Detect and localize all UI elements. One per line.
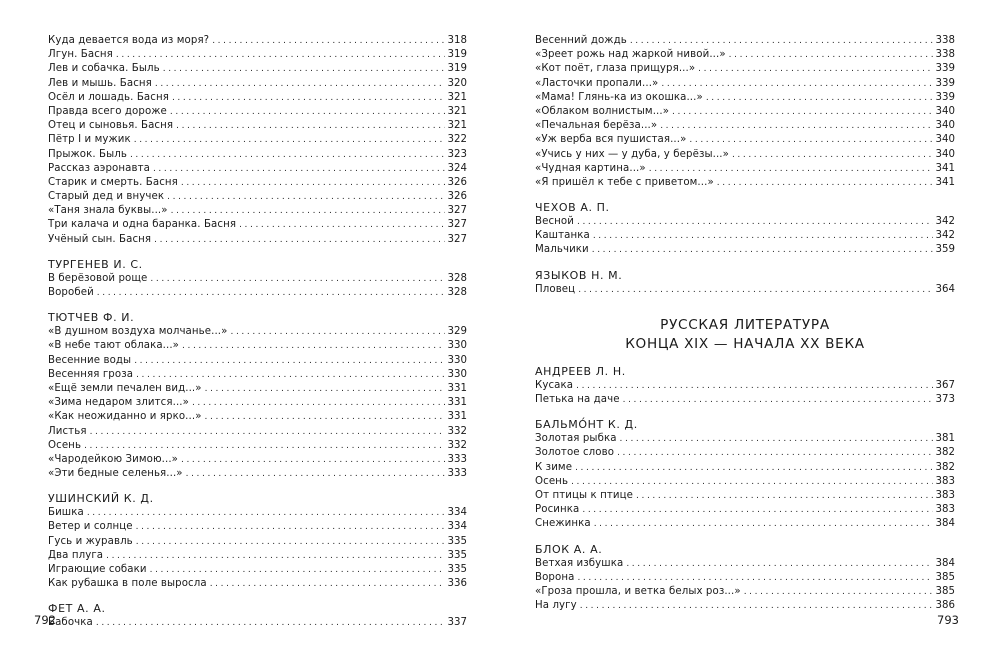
entry-page-number: 332 xyxy=(447,439,467,451)
toc-section xyxy=(535,200,955,258)
entry-page-number: 340 xyxy=(935,148,955,160)
toc-entry[interactable] xyxy=(48,382,467,396)
entry-page-number: 323 xyxy=(447,148,467,160)
author-heading: ТУРГЕНЕВ И. С. xyxy=(48,257,143,271)
toc-section xyxy=(535,542,955,614)
entry-title: Три калача и одна баранка. Басня xyxy=(48,219,237,231)
right-page-contents xyxy=(535,34,955,613)
toc-entry[interactable] xyxy=(48,148,467,162)
entry-title: «Мама! Глянь-ка из окошка...» xyxy=(535,91,703,103)
toc-entry[interactable] xyxy=(48,204,467,218)
dot-leader xyxy=(729,48,933,62)
dot-leader xyxy=(575,461,932,475)
entry-page-number: 334 xyxy=(447,507,467,519)
toc-entry[interactable] xyxy=(48,535,467,549)
dot-leader xyxy=(153,162,445,176)
section-spacer xyxy=(535,258,955,263)
dot-leader xyxy=(176,119,444,133)
dot-leader xyxy=(106,549,444,563)
entry-page-number: 330 xyxy=(447,354,467,366)
dot-leader xyxy=(192,396,445,410)
author-heading: БЛОК А. А. xyxy=(535,542,603,556)
dot-leader xyxy=(181,176,445,190)
entry-title: Ветер и солнце xyxy=(48,521,133,533)
entry-page-number: 341 xyxy=(935,162,955,174)
toc-entry[interactable] xyxy=(535,243,955,257)
entry-page-number: 319 xyxy=(447,49,467,61)
entry-page-number: 320 xyxy=(447,77,467,89)
entry-title: Пловец xyxy=(535,283,576,295)
toc-entry[interactable] xyxy=(535,62,955,76)
toc-entry[interactable] xyxy=(535,77,955,91)
entry-page-number: 339 xyxy=(935,63,955,75)
section-spacer xyxy=(48,591,467,596)
toc-entry[interactable] xyxy=(48,325,467,339)
entry-title: «В небе тают облака...» xyxy=(48,340,180,352)
entry-page-number: 340 xyxy=(935,134,955,146)
entry-title: Отец и сыновья. Басня xyxy=(48,120,174,132)
entry-page-number: 328 xyxy=(447,272,467,284)
dot-leader xyxy=(134,133,445,147)
entry-page-number: 331 xyxy=(447,411,467,423)
toc-entry[interactable] xyxy=(48,520,467,534)
entry-title: Пётр I и мужик xyxy=(48,134,131,146)
toc-entry[interactable] xyxy=(535,503,955,517)
entry-page-number: 383 xyxy=(935,504,955,516)
entry-page-number: 331 xyxy=(447,382,467,394)
section-spacer xyxy=(48,300,467,305)
author-heading: ТЮТЧЕВ Ф. И. xyxy=(48,311,135,325)
toc-entry[interactable] xyxy=(48,34,467,48)
dot-leader xyxy=(698,62,932,76)
author-heading: УШИНСКИЙ К. Д. xyxy=(48,492,154,506)
dot-leader xyxy=(582,503,932,517)
entry-title: Рассказ аэронавта xyxy=(48,162,150,174)
dot-leader xyxy=(580,599,933,613)
dot-leader xyxy=(205,382,445,396)
entry-title: Лгун. Басня xyxy=(48,49,113,61)
entry-title: Старый дед и внучек xyxy=(48,191,165,203)
toc-section xyxy=(48,34,467,247)
toc-entry[interactable] xyxy=(48,133,467,147)
entry-page-number: 327 xyxy=(447,233,467,245)
section-heading xyxy=(535,316,955,354)
toc-entry[interactable] xyxy=(48,453,467,467)
dot-leader xyxy=(150,563,445,577)
entry-page-number: 338 xyxy=(935,49,955,61)
entry-title: «Чародейкою Зимою...» xyxy=(48,453,178,465)
entry-page-number: 339 xyxy=(935,91,955,103)
toc-entry[interactable] xyxy=(535,599,955,613)
toc-entry[interactable] xyxy=(48,577,467,591)
entry-title: Гусь и журавль xyxy=(48,535,133,547)
dot-leader xyxy=(136,368,444,382)
entry-page-number: 384 xyxy=(935,518,955,530)
entry-title: «Зима недаром злится...» xyxy=(48,397,189,409)
dot-leader xyxy=(186,467,445,481)
toc-section xyxy=(48,601,467,630)
dot-leader xyxy=(97,286,445,300)
dot-leader xyxy=(172,91,445,105)
entry-page-number: 367 xyxy=(935,379,955,391)
entry-title: Куда девается вода из моря? xyxy=(48,35,210,46)
dot-leader xyxy=(212,34,444,48)
entry-title: Лев и мышь. Басня xyxy=(48,77,152,89)
entry-title: Ворона xyxy=(535,571,575,583)
dot-leader xyxy=(116,48,445,62)
toc-entry[interactable] xyxy=(48,467,467,481)
toc-entry[interactable] xyxy=(48,506,467,520)
toc-entry[interactable] xyxy=(48,616,467,630)
dot-leader xyxy=(689,133,932,147)
toc-entry[interactable] xyxy=(48,48,467,62)
entry-title: «Чудная картина...» xyxy=(535,162,646,174)
dot-leader xyxy=(136,520,445,534)
entry-title: «Облаком волнистым...» xyxy=(535,105,670,117)
entry-title: «Зреет рожь над жаркой нивой...» xyxy=(535,49,726,61)
toc-entry[interactable] xyxy=(48,77,467,91)
author-heading: ЯЗЫКОВ Н. М. xyxy=(535,268,623,282)
dot-leader xyxy=(744,585,933,599)
toc-section xyxy=(535,268,955,297)
dot-leader xyxy=(163,62,445,76)
dot-leader xyxy=(154,233,444,247)
entry-title: Учёный сын. Басня xyxy=(48,233,152,245)
entry-page-number: 319 xyxy=(447,63,467,75)
dot-leader xyxy=(87,506,445,520)
toc-entry[interactable] xyxy=(535,283,955,297)
entry-page-number: 321 xyxy=(447,91,467,103)
entry-page-number: 326 xyxy=(447,191,467,203)
dot-leader xyxy=(171,204,445,218)
dot-leader xyxy=(167,190,444,204)
entry-page-number: 385 xyxy=(935,585,955,597)
dot-leader xyxy=(84,439,444,453)
toc-entry[interactable] xyxy=(48,190,467,204)
dot-leader xyxy=(205,410,445,424)
dot-leader xyxy=(626,557,932,571)
toc-entry[interactable] xyxy=(535,229,955,243)
section-heading-line1: РУССКАЯ ЛИТЕРАТУРА xyxy=(660,316,830,333)
entry-title: Прыжок. Быль xyxy=(48,148,127,160)
toc-section xyxy=(48,257,467,300)
toc-entry[interactable] xyxy=(535,446,955,460)
entry-title: «В душном воздуха молчанье...» xyxy=(48,326,228,338)
dot-leader xyxy=(594,517,933,531)
dot-leader xyxy=(672,105,933,119)
entry-page-number: 335 xyxy=(447,535,467,547)
entry-title: Снежинка xyxy=(535,518,591,530)
dot-leader xyxy=(170,105,445,119)
dot-leader xyxy=(150,272,444,286)
entry-title: Мальчики xyxy=(535,244,589,256)
entry-title: К зиме xyxy=(535,461,573,473)
toc-entry[interactable] xyxy=(48,218,467,232)
toc-entry[interactable] xyxy=(535,176,955,190)
entry-title: Весенний дождь xyxy=(535,35,627,46)
dot-leader xyxy=(239,218,444,232)
dot-leader xyxy=(592,243,933,257)
entry-page-number: 327 xyxy=(447,219,467,231)
entry-title: Петька на даче xyxy=(535,394,620,405)
entry-page-number: 342 xyxy=(935,230,955,242)
entry-page-number: 324 xyxy=(447,162,467,174)
entry-title: «Эти бедные селенья...» xyxy=(48,468,183,480)
entry-title: «Ещё земли печален вид...» xyxy=(48,382,202,394)
toc-section xyxy=(48,491,467,591)
entry-page-number: 332 xyxy=(447,425,467,437)
toc-entry[interactable] xyxy=(535,571,955,585)
dot-leader xyxy=(706,91,933,105)
entry-page-number: 383 xyxy=(935,475,955,487)
left-page-contents xyxy=(48,34,467,631)
toc-entry[interactable] xyxy=(535,379,955,393)
entry-title: Весенние воды xyxy=(48,354,132,366)
entry-page-number: 382 xyxy=(935,447,955,459)
section-spacer xyxy=(535,297,955,302)
entry-page-number: 337 xyxy=(447,617,467,629)
entry-title: «Уж верба вся пушистая...» xyxy=(535,134,687,146)
author-heading: АНДРЕЕВ Л. Н. xyxy=(535,364,626,378)
entry-title: «Как неожиданно и ярко...» xyxy=(48,411,202,423)
entry-page-number: 342 xyxy=(935,216,955,228)
entry-title: Как рубашка в поле выросла xyxy=(48,578,207,590)
entry-title: Бишка xyxy=(48,507,84,519)
toc-entry[interactable] xyxy=(48,439,467,453)
entry-title: Воробей xyxy=(48,287,94,298)
dot-leader xyxy=(623,393,933,407)
dot-leader xyxy=(636,489,933,503)
entry-page-number: 359 xyxy=(935,244,955,256)
dot-leader xyxy=(210,577,445,591)
author-heading: БАЛЬМО́НТ К. Д. xyxy=(535,418,638,432)
toc-entry[interactable] xyxy=(48,286,467,300)
entry-page-number: 321 xyxy=(447,120,467,132)
section-spacer xyxy=(535,407,955,412)
entry-page-number: 327 xyxy=(447,205,467,217)
entry-page-number: 335 xyxy=(447,549,467,561)
entry-page-number: 386 xyxy=(935,600,955,612)
section-spacer xyxy=(535,532,955,537)
entry-title: Осень xyxy=(48,439,82,451)
toc-entry[interactable] xyxy=(48,339,467,353)
entry-title: Кусака xyxy=(535,379,574,391)
dot-leader xyxy=(578,283,932,297)
toc-entry[interactable] xyxy=(48,563,467,577)
entry-title: «Учись у них — у дуба, у берёзы...» xyxy=(535,148,729,160)
entry-title: «Таня знала буквы...» xyxy=(48,205,168,217)
dot-leader xyxy=(576,379,932,393)
dot-leader xyxy=(593,229,933,243)
entry-title: Правда всего дороже xyxy=(48,105,167,117)
entry-title: Золотая рыбка xyxy=(535,433,617,445)
entry-page-number: 373 xyxy=(935,394,955,405)
entry-page-number: 334 xyxy=(447,521,467,533)
toc-entry[interactable] xyxy=(48,119,467,133)
toc-section xyxy=(535,417,955,531)
toc-entry[interactable] xyxy=(535,34,955,48)
entry-page-number: 326 xyxy=(447,176,467,188)
entry-page-number: 336 xyxy=(447,578,467,590)
entry-page-number: 385 xyxy=(935,571,955,583)
entry-title: «Кот поёт, глаза прищуря...» xyxy=(535,63,696,75)
left-page-number: 792 xyxy=(34,613,56,627)
toc-entry[interactable] xyxy=(535,393,955,407)
dot-leader xyxy=(130,148,445,162)
dot-leader xyxy=(136,535,445,549)
toc-entry[interactable] xyxy=(48,62,467,76)
toc-section xyxy=(535,34,955,190)
entry-page-number: 338 xyxy=(935,35,955,46)
right-page-number: 793 xyxy=(937,613,959,627)
entry-page-number: 341 xyxy=(935,176,955,188)
dot-leader xyxy=(181,453,445,467)
entry-title: Ветхая избушка xyxy=(535,557,624,569)
entry-page-number: 331 xyxy=(447,397,467,409)
entry-page-number: 328 xyxy=(447,287,467,298)
entry-title: «Гроза прошла, и ветка белых роз...» xyxy=(535,585,741,597)
entry-title: Золотое слово xyxy=(535,447,615,459)
toc-entry[interactable] xyxy=(535,557,955,571)
entry-page-number: 333 xyxy=(447,453,467,465)
entry-page-number: 318 xyxy=(447,35,467,46)
toc-entry[interactable] xyxy=(48,396,467,410)
entry-page-number: 335 xyxy=(447,564,467,575)
toc-entry[interactable] xyxy=(535,585,955,599)
toc-entry[interactable] xyxy=(535,91,955,105)
toc-entry[interactable] xyxy=(535,48,955,62)
dot-leader xyxy=(230,325,444,339)
toc-entry[interactable] xyxy=(535,105,955,119)
section-spacer xyxy=(48,481,467,486)
entry-title: Осёл и лошадь. Басня xyxy=(48,91,169,103)
toc-entry[interactable] xyxy=(48,549,467,563)
entry-page-number: 364 xyxy=(935,283,955,295)
author-heading: ЧЕХОВ А. П. xyxy=(535,201,610,215)
entry-title: «Ласточки пропали...» xyxy=(535,77,659,89)
dot-leader xyxy=(90,425,445,439)
entry-page-number: 340 xyxy=(935,120,955,132)
entry-page-number: 330 xyxy=(447,368,467,380)
entry-title: «Я пришёл к тебе с приветом...» xyxy=(535,176,714,188)
entry-title: Два плуга xyxy=(48,549,104,561)
entry-page-number: 384 xyxy=(935,557,955,569)
entry-page-number: 322 xyxy=(447,134,467,146)
toc-entry[interactable] xyxy=(535,489,955,503)
entry-page-number: 333 xyxy=(447,468,467,480)
entry-title: В берёзовой роще xyxy=(48,272,148,284)
dot-leader xyxy=(620,432,933,446)
entry-title: На лугу xyxy=(535,600,577,612)
toc-entry[interactable] xyxy=(535,148,955,162)
entry-title: Весенняя гроза xyxy=(48,368,134,380)
toc-section xyxy=(535,364,955,407)
toc-entry[interactable] xyxy=(535,162,955,176)
toc-section xyxy=(48,310,467,481)
section-spacer xyxy=(535,190,955,195)
dot-leader xyxy=(649,162,933,176)
toc-entry[interactable] xyxy=(535,475,955,489)
entry-title: Росинка xyxy=(535,504,580,516)
dot-leader xyxy=(182,339,445,353)
toc-entry[interactable] xyxy=(48,176,467,190)
dot-leader xyxy=(630,34,933,48)
section-heading-line2: КОНЦА XIX — НАЧАЛА XX ВЕКА xyxy=(625,335,865,352)
entry-page-number: 330 xyxy=(447,340,467,352)
entry-title: Бабочка xyxy=(48,617,93,629)
entry-page-number: 321 xyxy=(447,105,467,117)
section-spacer xyxy=(48,247,467,252)
toc-entry[interactable] xyxy=(48,354,467,368)
dot-leader xyxy=(661,77,932,91)
toc-entry[interactable] xyxy=(535,432,955,446)
toc-entry[interactable] xyxy=(48,91,467,105)
dot-leader xyxy=(660,119,932,133)
dot-leader xyxy=(96,616,445,630)
toc-entry[interactable] xyxy=(48,233,467,247)
dot-leader xyxy=(577,571,932,585)
author-heading: ФЕТ А. А. xyxy=(48,602,106,616)
toc-entry[interactable] xyxy=(48,272,467,286)
toc-entry[interactable] xyxy=(535,119,955,133)
toc-entry[interactable] xyxy=(535,215,955,229)
entry-page-number: 381 xyxy=(935,433,955,445)
dot-leader xyxy=(577,215,933,229)
entry-title: Листья xyxy=(48,425,87,437)
entry-title: Играющие собаки xyxy=(48,564,147,575)
dot-leader xyxy=(717,176,933,190)
dot-leader xyxy=(571,475,932,489)
toc-entry[interactable] xyxy=(535,133,955,147)
dot-leader xyxy=(732,148,933,162)
toc-entry[interactable] xyxy=(48,368,467,382)
entry-title: Каштанка xyxy=(535,230,590,242)
toc-entry[interactable] xyxy=(535,461,955,475)
entry-page-number: 339 xyxy=(935,77,955,89)
dot-leader xyxy=(155,77,445,91)
toc-entry[interactable] xyxy=(48,105,467,119)
entry-title: Весной xyxy=(535,216,574,228)
entry-page-number: 329 xyxy=(447,326,467,338)
entry-title: Осень xyxy=(535,475,569,487)
entry-page-number: 340 xyxy=(935,105,955,117)
entry-title: Старик и смерть. Басня xyxy=(48,176,178,188)
dot-leader xyxy=(617,446,932,460)
toc-entry[interactable] xyxy=(48,425,467,439)
entry-title: От птицы к птице xyxy=(535,489,634,501)
entry-page-number: 383 xyxy=(935,489,955,501)
dot-leader xyxy=(134,354,444,368)
toc-entry[interactable] xyxy=(48,410,467,424)
toc-entry[interactable] xyxy=(535,517,955,531)
entry-title: «Печальная берёза...» xyxy=(535,120,658,132)
entry-title: Лев и собачка. Быль xyxy=(48,63,160,75)
toc-entry[interactable] xyxy=(48,162,467,176)
entry-page-number: 382 xyxy=(935,461,955,473)
